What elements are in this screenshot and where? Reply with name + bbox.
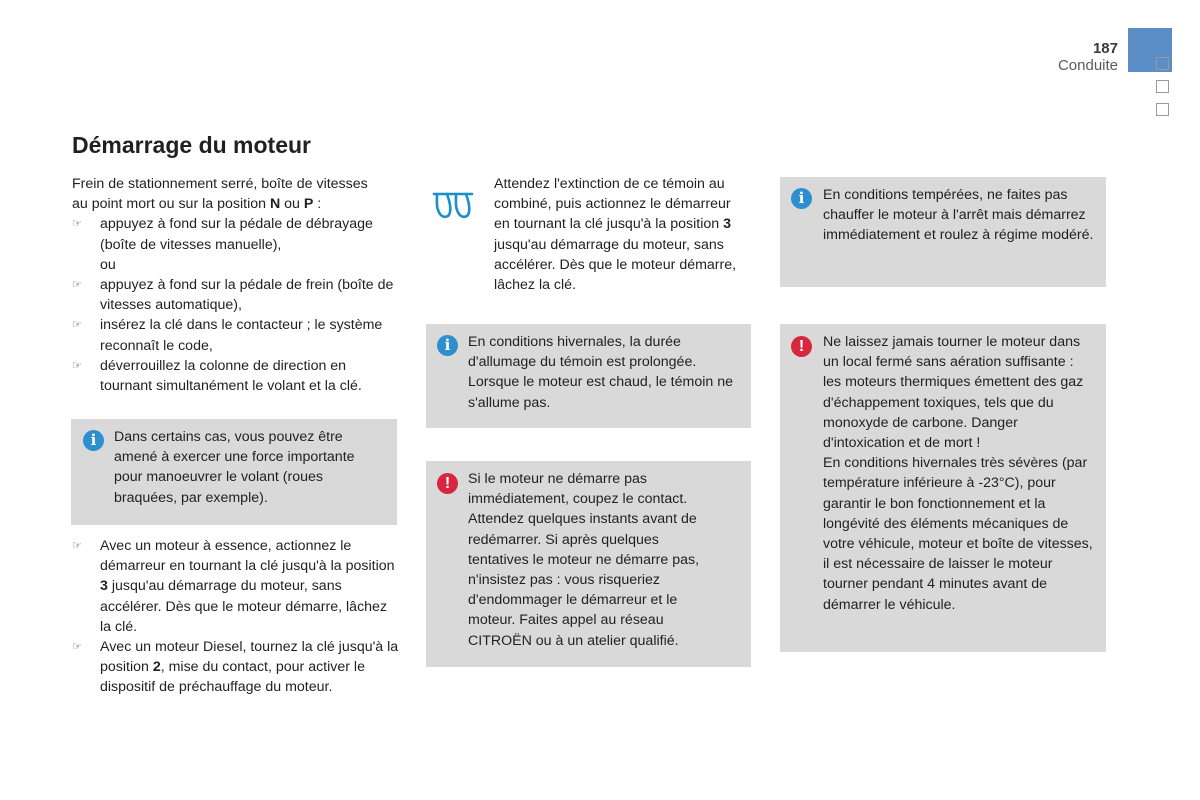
tab-box-1 bbox=[1156, 57, 1169, 70]
info-icon: i bbox=[83, 430, 104, 451]
key-position: 2 bbox=[152, 659, 161, 676]
key-position: 3 bbox=[100, 578, 108, 595]
list-item bbox=[72, 275, 402, 315]
preheat-text-start: Attendez l'extinction de ce témoin au combiné, puis actionnez le démarreur en tournant la clé jusqu'à la position bbox=[494, 176, 731, 233]
petrol-text: Avec un moteur à essence, actionnez le démarreur en tournant la clé jusqu'à la position bbox=[100, 538, 395, 575]
bullet-icon: ☞ bbox=[72, 641, 82, 654]
warning-paragraph-1: Ne laissez jamais tourner le moteur dans un local fermé sans aération suffisante : les moteurs thermiques émettent des gaz d'échappement toxiques, tels que du monoxyde de carbone. Danger d'intoxication et de mort ! bbox=[823, 334, 1084, 452]
list-item-text: déverrouillez la colonne de direction en tournant simultanément le volant et la clé. bbox=[100, 357, 362, 395]
list-item-diesel bbox=[72, 637, 402, 698]
list-item-text: appuyez à fond sur la pédale de frein (boîte de vitesses automatique), bbox=[100, 277, 394, 314]
section-name: Conduite bbox=[1057, 57, 1118, 74]
warning-icon: ! bbox=[791, 336, 812, 357]
or-text: ou bbox=[100, 256, 116, 273]
list-item bbox=[72, 214, 402, 254]
info-box-steering bbox=[71, 419, 397, 525]
intro-colon: : bbox=[313, 196, 322, 213]
bullet-icon: ☞ bbox=[72, 218, 82, 231]
warning-box-no-start bbox=[426, 461, 751, 667]
page-title: Démarrage du moteur bbox=[72, 132, 312, 158]
intro-block bbox=[72, 174, 402, 396]
info-box-winter bbox=[426, 324, 751, 428]
list-item-text: insérez la clé dans le contacteur ; le système reconnaît le code, bbox=[100, 317, 383, 354]
list-item bbox=[72, 315, 402, 355]
warning-paragraph-2: En conditions hivernales très sévères (par température inférieure à -23°C), pour garantir le bon fonctionnement et la longévité des éléments mécaniques de votre véhicule, moteur et boîte de vitesses, il est nécessaire de laisser le moteur tourner pendant 4 minutes avant de démarrer le véhicule. bbox=[823, 455, 1093, 613]
intro-line1: Frein de stationnement serré, boîte de vitesses bbox=[72, 176, 368, 192]
list-item-petrol bbox=[72, 536, 402, 637]
page-header bbox=[1058, 40, 1118, 75]
intro-text: au point mort ou sur la position bbox=[72, 196, 270, 213]
gear-p: P bbox=[303, 196, 314, 213]
petrol-text-end: jusqu'au démarrage du moteur, sans accélérer. Dès que le moteur démarre, lâchez la clé. bbox=[100, 578, 388, 635]
page-number: 187 bbox=[1092, 40, 1118, 57]
intro-line2 bbox=[72, 194, 402, 214]
preheat-text bbox=[494, 174, 749, 295]
bullet-icon: ☞ bbox=[72, 359, 82, 372]
list-item-text: appuyez à fond sur la pédale de débrayage (boîte de vitesses manuelle), bbox=[100, 216, 373, 253]
warning-icon: ! bbox=[437, 473, 458, 494]
info-icon: i bbox=[437, 335, 458, 356]
tab-box-2 bbox=[1156, 80, 1169, 93]
preheat-text-end: jusqu'au démarrage du moteur, sans accélérer. Dès que le moteur démarre, lâchez la clé. bbox=[494, 236, 737, 294]
list-item bbox=[72, 356, 402, 396]
warning-box-text bbox=[823, 332, 1095, 615]
warning-box-exhaust bbox=[780, 324, 1106, 652]
intro-or: ou bbox=[280, 196, 304, 213]
diesel-text: Avec un moteur Diesel, tournez la clé jusqu'à la position bbox=[100, 639, 399, 676]
key-position: 3 bbox=[723, 216, 731, 233]
preheat-paragraph bbox=[494, 174, 749, 295]
info-box-text: En conditions hivernales, la durée d'allumage du témoin est prolongée. Lorsque le moteur est chaud, le témoin ne s'allume pas. bbox=[468, 334, 733, 411]
gear-n: N bbox=[269, 196, 281, 213]
info-box-text: En conditions tempérées, ne faites pas chauffer le moteur à l'arrêt mais démarrez immédiatement et roulez à régime modéré. bbox=[823, 187, 1094, 244]
bullet-icon: ☞ bbox=[72, 279, 82, 292]
bullet-icon: ☞ bbox=[72, 319, 82, 332]
tab-box-3 bbox=[1156, 103, 1169, 116]
info-box-text: Dans certains cas, vous pouvez être amené à exercer une force importante pour manoeuvrer le volant (roues braquées, par exemple). bbox=[114, 429, 355, 506]
info-icon: i bbox=[791, 188, 812, 209]
diesel-text-end: , mise du contact, pour activer le dispositif de préchauffage du moteur. bbox=[100, 659, 365, 696]
glow-plug-icon bbox=[432, 190, 474, 220]
bullet-icon: ☞ bbox=[72, 540, 82, 552]
engine-start-block bbox=[72, 536, 402, 698]
warning-box-text: Si le moteur ne démarre pas immédiatement, coupez le contact. Attendez quelques instants avant de redémarrer. Si après quelques tentatives le moteur ne démarre pas, n'insistez pas : vous risqueriez d'endommager le démarreur et le moteur. Faites appel au réseau CITROËN ou à un atelier qualifié. bbox=[468, 471, 700, 649]
info-box-temperate bbox=[780, 177, 1106, 287]
